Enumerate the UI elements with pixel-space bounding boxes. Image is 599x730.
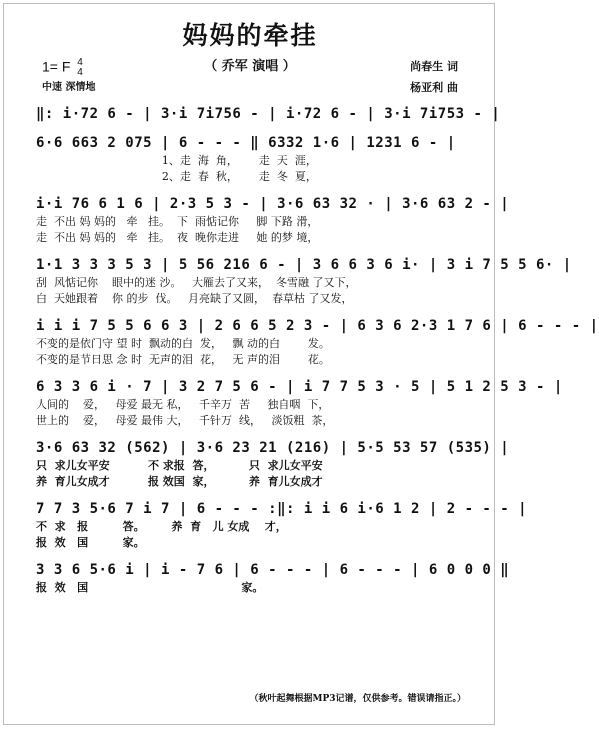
key-label: 1= F [42, 58, 71, 75]
time-bottom: 4 [77, 67, 83, 78]
time-top: 4 [77, 57, 83, 68]
score-row-7-lyric-2: 养 育儿女成才 报 效国 家， 养 育儿女成才 [36, 475, 323, 488]
score-row-9-lyric-1: 报 效 国 家。 [36, 581, 264, 594]
score-row-4-notes: 1·1 3 3 3 5 3 | 5 56 216 6 - | 3 6 6 3 6 i· | 3 i 7 5 5 6· | [36, 257, 572, 273]
score-row-4-lyric-1: 刮 风惦记你 眼中的迷 沙。 大雁去了又来， 冬雪融 了又下， [36, 276, 357, 289]
score-row-3-lyric-2: 走 不出 妈 妈的 牵 挂。 夜 晚你走进 她 的梦 境， [36, 231, 319, 244]
singer-line: （ 乔军 演唱 ） [204, 59, 296, 74]
composer-credit: 杨亚利 曲 [410, 81, 458, 94]
score-row-6-lyric-1: 人间的 爱， 母爱 最无 私， 千辛万 苦 独自咽 下， [36, 398, 330, 411]
score-row-3-lyric-1: 走 不出 妈 妈的 牵 挂。 下 雨惦记你 脚 下路 滑， [36, 215, 319, 228]
score-row-5-notes: i i i 7 5 5 6 6 3 | 2 6 6 5 2 3 - | 6 3 6 2·3 1 7 6 | 6 - - - | [36, 318, 599, 334]
score-row-5-lyric-2: 不变的是节日思 念 时 无声的泪 花， 无 声的泪 花。 [36, 353, 330, 366]
score-row-7-notes: 3·6 63 32 (562) | 3·6 23 21 (216) | 5·5 53 57 (535) | [36, 440, 510, 456]
score-row-6-notes: 6 3 3 6 i · 7 | 3 2 7 5 6 - | i 7 7 5 3 · 5 | 5 1 2 5 3 - | [36, 379, 563, 395]
score-row-8-lyric-1: 不 求 报 答。 养 育 儿 女成 才， [36, 520, 287, 533]
score-row-5-lyric-1: 不变的是依门守 望 时 飘动的白 发， 飘 动的白 发。 [36, 337, 330, 350]
score-row-7-lyric-1: 只 求儿女平安 不 求报 答， 只 求儿女平安 [36, 459, 323, 472]
score-row-4-lyric-2: 白 天她跟着 你 的步 伐。 月亮缺了又圆， 春草枯 了又发， [36, 292, 353, 305]
score-row-6-lyric-2: 世上的 爱， 母爱 最伟 大， 千针万 线， 淡饭粗 茶， [36, 414, 334, 427]
score-row-8-notes: 7 7 3 5·6 7 i 7 | 6 - - - :‖: i i 6 i·6 1 2 | 2 - - - | [36, 501, 528, 517]
song-title: 妈妈的牵挂 [182, 21, 318, 50]
score-row-2-lyric-2: 2、走 春 秋， 走 冬 夏， [36, 170, 317, 183]
transcription-note: （秋叶起舞根据MP3记谱，仅供参考。错误请指正。） [249, 694, 466, 704]
lyricist-credit: 尚春生 词 [410, 60, 458, 73]
tempo-marking: 中速 深情地 [42, 82, 96, 93]
credits [410, 56, 458, 98]
time-signature [77, 58, 83, 78]
score-row-3-notes: i·i 76 6 1 6 | 2·3 5 3 - | 3·6 63 32 · | 3·6 63 2 - | [36, 196, 510, 212]
score-row-1-notes: ‖: i·72 6 - | 3·i 7i756 - | i·72 6 - | 3·i 7i753 - | [36, 106, 501, 122]
key-signature [42, 58, 83, 78]
score [36, 95, 599, 596]
score-row-9-notes: 3 3 6 5·6 i | i - 7 6 | 6 - - - | 6 - - - | 6 0 0 0 ‖ [36, 562, 510, 578]
score-row-8-lyric-2: 报 效 国 家。 [36, 536, 145, 549]
score-row-2-lyric-1: 1、走 海 角， 走 天 涯， [36, 154, 317, 167]
score-row-2-notes: 6·6 663 2 075 | 6 - - - ‖ 6332 1·6 | 1231 6 - | [36, 135, 456, 151]
